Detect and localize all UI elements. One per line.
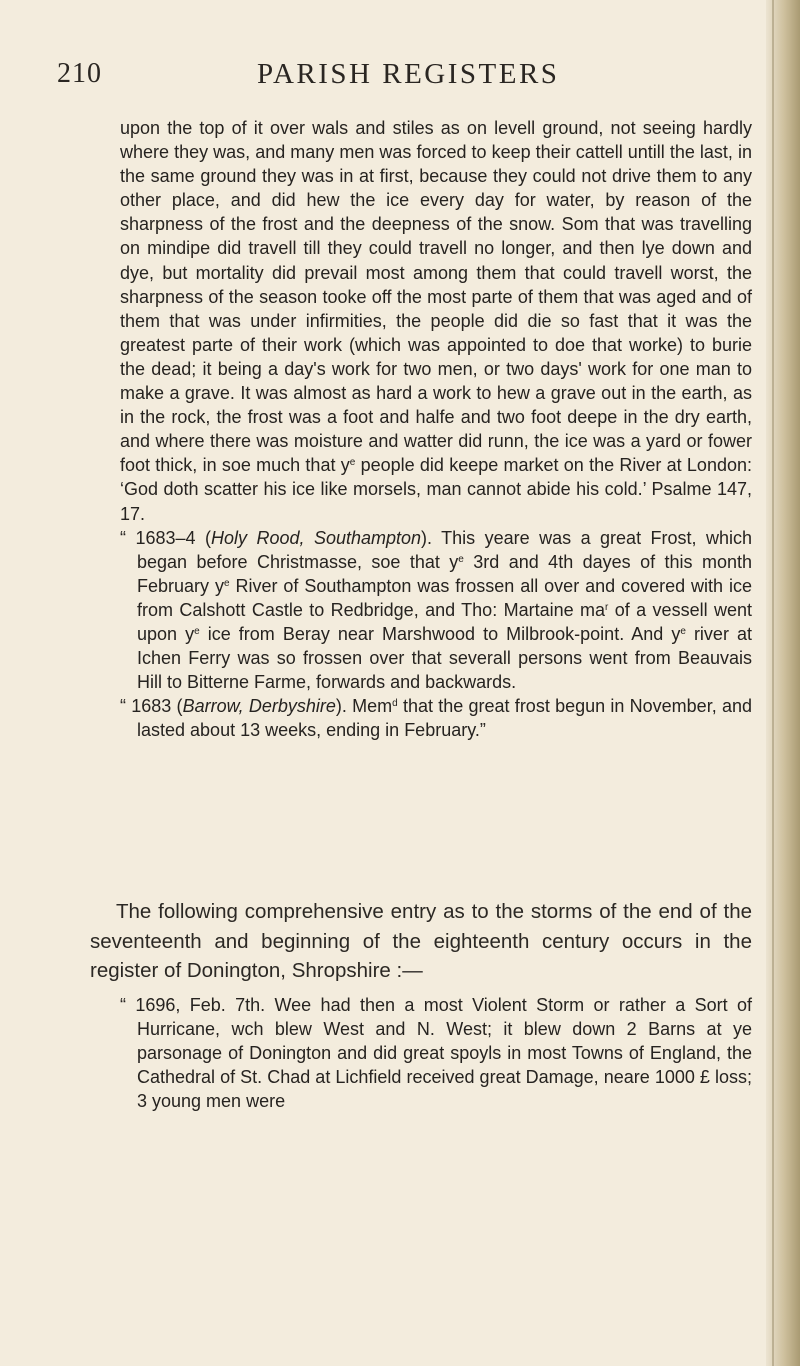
register-entry-barrow bbox=[120, 694, 752, 742]
abbr-superscript: e bbox=[349, 457, 356, 469]
entry-text: of a vessell went upon y bbox=[137, 599, 752, 644]
quoted-register-extract bbox=[120, 116, 752, 742]
quoted-register-extract-2 bbox=[120, 993, 752, 1113]
passage-continuation: people did keepe market on the River at London: ‘God doth scatter his ice like morsels, man cannot abide his cold.’ Psalme 147, 17. bbox=[120, 455, 752, 524]
abbr-ye: y bbox=[340, 455, 350, 476]
running-head: PARISH REGISTERS bbox=[257, 58, 560, 90]
passage-text: upon the top of it over wals and stiles as on levell ground, not seeing hardly where they was, and many men was forced to keep their cattell untill the last, in the same ground they was in at first, because they could not drive them to any other place, and did hew the ice every day for water, by reason of the sharpness of the frost and the deepness of the snow. Som that was travelling on mindipe did travell till they could travell no longer, and then lye down and dye, but mortality did prevail most among them that could travell worst, the sharpness of the season tooke off the most parte of them that was aged and of them that was under infirmities, the people did die so fast that it was the greatest parte of their work (which was appointed to doe that worke) to burie the dead; it being a day's work for two men, or two days' work for one man to make a grave. It was almost as hard a work to hew a grave out in the earth, as in the rock, the frost was a foot and halfe and two foot deepe in the dry earth, and where there was moisture and watter did runn, the ice was a yard or fower foot thick, in soe much that bbox=[120, 118, 752, 476]
register-entry-donington: “ 1696, Feb. 7th. Wee had then a most Violent Storm or rather a Sort of Hurricane, wch blew West and N. West; it blew down 2 Barns at ye parsonage of Donington and did great spoyls in most Towns of England, the Cathedral of St. Chad at Lichfield received great Damage, neare 1000 £ loss; 3 young men were bbox=[120, 995, 752, 1112]
abbr-superscript: e bbox=[680, 625, 686, 637]
entry-text: River of Southampton was frossen all over and covered with ice from Calshott Castle to Redbridge, and Tho: Martaine ma bbox=[137, 575, 752, 620]
page-number: 210 bbox=[57, 58, 102, 89]
entry-text: ice from Beray near Marshwood to Milbrook-point. And y bbox=[199, 623, 681, 644]
entry-text: 3rd and 4th dayes of this month February y bbox=[137, 551, 752, 596]
entry-text: river at Ichen Ferry was so frossen over that severall persons went from Beauvais Hill to Bitterne Farme, forwards and backwards. bbox=[137, 623, 753, 693]
entry-place: Barrow, Derbyshire bbox=[182, 696, 336, 717]
abbr-superscript: r bbox=[605, 601, 609, 613]
entry-text: that the great frost begun in November, and lasted about 13 weeks, ending in February.” bbox=[137, 696, 752, 741]
entry-lead: “ 1683 ( bbox=[120, 696, 183, 717]
abbr-superscript: e bbox=[223, 577, 230, 589]
body-paragraph: The following comprehensive entry as to the storms of the end of the seventeenth and beginning of the eighteenth century occurs in the register of Donington, Shropshire :— bbox=[90, 900, 752, 982]
passage-paragraph bbox=[120, 116, 752, 526]
entry-lead: “ 1683–4 ( bbox=[120, 527, 211, 548]
register-entry-southampton bbox=[120, 526, 752, 695]
entry-place: Holy Rood, Southampton bbox=[210, 527, 422, 548]
abbr-superscript: e bbox=[194, 625, 200, 637]
entry-text: ). This yeare was a great Frost, which began before Christmasse, soe that y bbox=[137, 527, 753, 572]
page-header bbox=[0, 58, 800, 98]
abbr-superscript: d bbox=[392, 698, 398, 710]
entry-text: ). Mem bbox=[335, 696, 393, 717]
page-edge-shadow bbox=[766, 0, 800, 1366]
abbr-superscript: e bbox=[458, 553, 464, 565]
